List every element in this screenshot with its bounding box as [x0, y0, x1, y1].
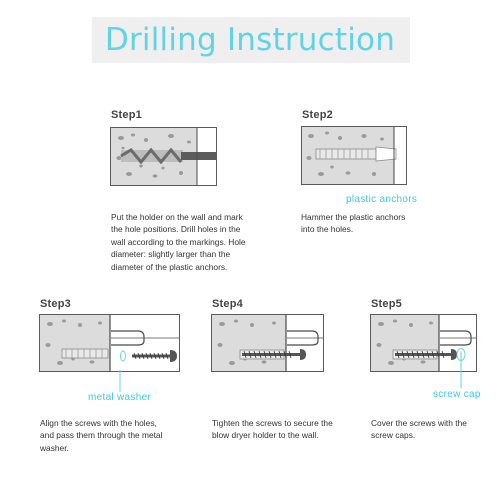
plastic-anchors-callout: plastic anchors — [346, 194, 418, 205]
screw-cap-callout: screw cap — [433, 389, 481, 400]
step4-label: Step4 — [212, 298, 243, 310]
step3-description: Align the screws with the holes, and pass them through the metal washer. — [40, 418, 163, 453]
step2-illustration — [301, 126, 407, 185]
step4-tighten-illustration — [212, 315, 323, 371]
step5-description: Cover the screws with the screw caps. — [371, 418, 467, 441]
step3-screw-washer-illustration — [40, 315, 179, 371]
step1-illustration — [110, 127, 217, 186]
step5-label: Step5 — [371, 298, 402, 310]
step1-label: Step1 — [111, 109, 142, 121]
metal-washer-callout: metal washer — [88, 392, 152, 403]
step3-illustration — [39, 314, 180, 372]
step2-label: Step2 — [302, 109, 333, 121]
step2-anchor-illustration — [302, 127, 406, 184]
metal-washer-leader-line — [118, 370, 122, 392]
page-title: Drilling Instruction — [104, 22, 396, 58]
step2-description: Hammer the plastic anchors into the holes. — [301, 212, 406, 235]
step1-description: Put the holder on the wall and mark the hole positions. Drill holes in the wall according to the markings. Hole diameter: slightly larger than the diameter of the plastic anchors. — [111, 212, 246, 272]
step4-description: Tighten the screws to secure the blow dryer holder to the wall. — [212, 418, 333, 441]
step4-illustration — [211, 314, 324, 372]
step1-drill-illustration — [111, 128, 216, 185]
step3-label: Step3 — [40, 298, 71, 310]
screw-cap-leader-line — [459, 352, 463, 388]
